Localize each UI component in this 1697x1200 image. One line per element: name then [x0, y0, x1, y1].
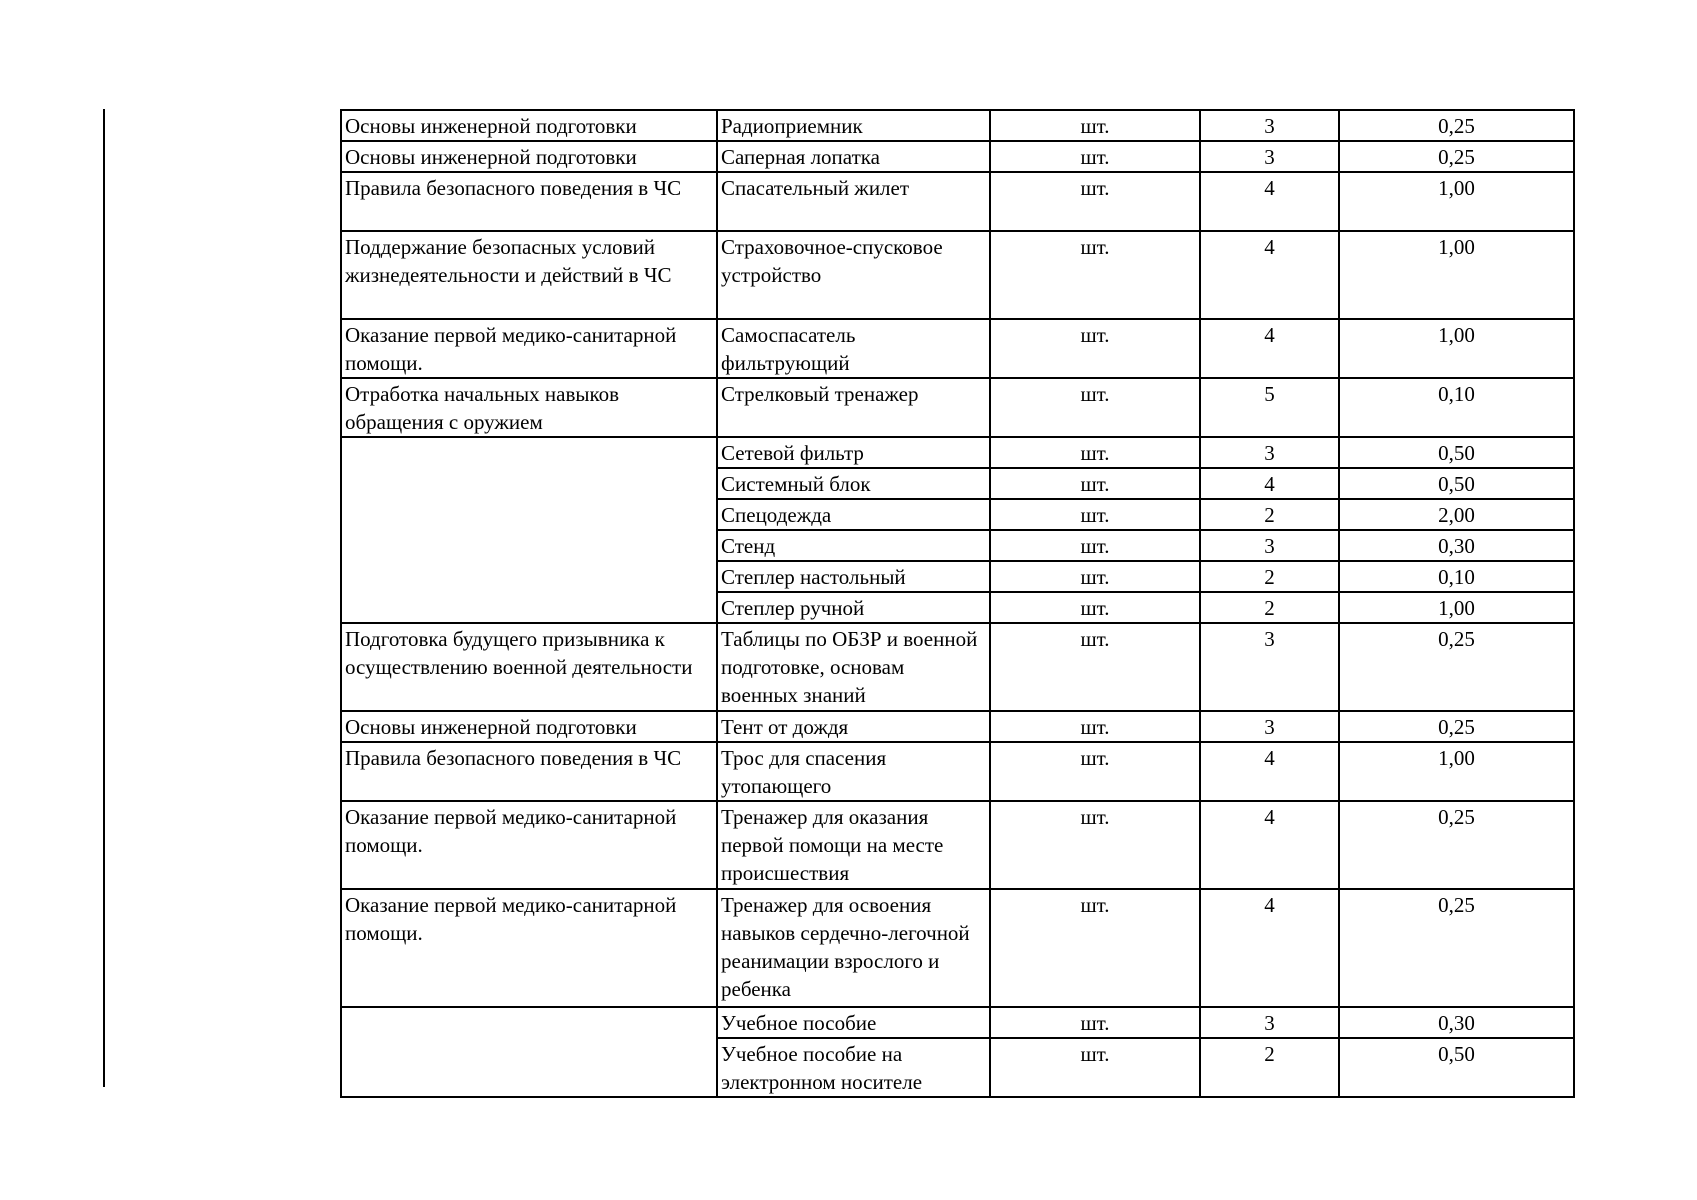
norm-cell: 0,25: [1339, 889, 1574, 1007]
table-row: [341, 437, 1574, 468]
item-cell: Страховочное-спусковое устройство: [717, 231, 990, 319]
norm-cell: 0,50: [1339, 1038, 1574, 1097]
qty-cell: 3: [1200, 623, 1339, 711]
qty-cell: 2: [1200, 499, 1339, 530]
item-cell: Сетевой фильтр: [717, 437, 990, 468]
qty-cell: 2: [1200, 1038, 1339, 1097]
qty-cell: 4: [1200, 742, 1339, 801]
section-cell: Подготовка будущего призывника к осуществлению военной деятельности: [341, 623, 717, 711]
unit-cell: шт.: [990, 141, 1200, 172]
qty-cell: 3: [1200, 110, 1339, 141]
equipment-table: [340, 109, 1575, 1098]
section-cell: Отработка начальных навыков обращения с оружием: [341, 378, 717, 437]
table-row: [341, 711, 1574, 742]
qty-cell: 2: [1200, 561, 1339, 592]
unit-cell: шт.: [990, 561, 1200, 592]
unit-cell: шт.: [990, 499, 1200, 530]
norm-cell: 2,00: [1339, 499, 1574, 530]
norm-cell: 0,25: [1339, 623, 1574, 711]
section-cell: Основы инженерной подготовки: [341, 141, 717, 172]
qty-cell: 3: [1200, 711, 1339, 742]
unit-cell: шт.: [990, 172, 1200, 231]
table-row: [341, 623, 1574, 711]
unit-cell: шт.: [990, 378, 1200, 437]
section-cell: Оказание первой медико-санитарной помощи.: [341, 319, 717, 378]
item-cell: Трос для спасения утопающего: [717, 742, 990, 801]
qty-cell: 3: [1200, 141, 1339, 172]
qty-cell: 4: [1200, 468, 1339, 499]
unit-cell: шт.: [990, 623, 1200, 711]
unit-cell: шт.: [990, 468, 1200, 499]
table-row: [341, 378, 1574, 437]
table-row: [341, 319, 1574, 378]
item-cell: Стенд: [717, 530, 990, 561]
norm-cell: 0,25: [1339, 110, 1574, 141]
norm-cell: 0,25: [1339, 801, 1574, 889]
item-cell: Системный блок: [717, 468, 990, 499]
item-cell: Учебное пособие на электронном носителе: [717, 1038, 990, 1097]
table-row: [341, 110, 1574, 141]
section-cell: Поддержание безопасных условий жизнедеятельности и действий в ЧС: [341, 231, 717, 319]
item-cell: Самоспасатель фильтрующий: [717, 319, 990, 378]
item-cell: Тренажер для оказания первой помощи на месте происшествия: [717, 801, 990, 889]
norm-cell: 0,50: [1339, 468, 1574, 499]
qty-cell: 3: [1200, 1007, 1339, 1038]
unit-cell: шт.: [990, 1007, 1200, 1038]
table-row: [341, 231, 1574, 319]
table-row: [341, 172, 1574, 231]
section-cell: Правила безопасного поведения в ЧС: [341, 742, 717, 801]
norm-cell: 0,25: [1339, 711, 1574, 742]
section-cell: Основы инженерной подготовки: [341, 711, 717, 742]
item-cell: Учебное пособие: [717, 1007, 990, 1038]
section-cell: Правила безопасного поведения в ЧС: [341, 172, 717, 231]
qty-cell: 4: [1200, 319, 1339, 378]
item-cell: Степлер настольный: [717, 561, 990, 592]
unit-cell: шт.: [990, 889, 1200, 1007]
norm-cell: 1,00: [1339, 742, 1574, 801]
item-cell: Саперная лопатка: [717, 141, 990, 172]
item-cell: Спецодежда: [717, 499, 990, 530]
norm-cell: 1,00: [1339, 231, 1574, 319]
table-row: [341, 742, 1574, 801]
unit-cell: шт.: [990, 319, 1200, 378]
qty-cell: 3: [1200, 437, 1339, 468]
unit-cell: шт.: [990, 437, 1200, 468]
unit-cell: шт.: [990, 711, 1200, 742]
item-cell: Тент от дождя: [717, 711, 990, 742]
item-cell: Тренажер для освоения навыков сердечно-легочной реанимации взрослого и ребенка: [717, 889, 990, 1007]
norm-cell: 0,30: [1339, 530, 1574, 561]
section-cell: [341, 1007, 717, 1097]
item-cell: Спасательный жилет: [717, 172, 990, 231]
qty-cell: 5: [1200, 378, 1339, 437]
norm-cell: 0,30: [1339, 1007, 1574, 1038]
table-row: [341, 889, 1574, 1007]
table-row: [341, 801, 1574, 889]
norm-cell: 1,00: [1339, 172, 1574, 231]
unit-cell: шт.: [990, 231, 1200, 319]
qty-cell: 2: [1200, 592, 1339, 623]
section-cell: [341, 437, 717, 623]
norm-cell: 0,50: [1339, 437, 1574, 468]
unit-cell: шт.: [990, 801, 1200, 889]
norm-cell: 0,10: [1339, 561, 1574, 592]
norm-cell: 0,25: [1339, 141, 1574, 172]
qty-cell: 4: [1200, 889, 1339, 1007]
norm-cell: 1,00: [1339, 592, 1574, 623]
qty-cell: 4: [1200, 231, 1339, 319]
norm-cell: 1,00: [1339, 319, 1574, 378]
left-margin-rule: [103, 109, 105, 1087]
norm-cell: 0,10: [1339, 378, 1574, 437]
qty-cell: 4: [1200, 801, 1339, 889]
unit-cell: шт.: [990, 110, 1200, 141]
item-cell: Стрелковый тренажер: [717, 378, 990, 437]
unit-cell: шт.: [990, 592, 1200, 623]
section-cell: Оказание первой медико-санитарной помощи.: [341, 801, 717, 889]
item-cell: Степлер ручной: [717, 592, 990, 623]
unit-cell: шт.: [990, 530, 1200, 561]
table-row: [341, 1007, 1574, 1038]
unit-cell: шт.: [990, 742, 1200, 801]
item-cell: Радиоприемник: [717, 110, 990, 141]
section-cell: Основы инженерной подготовки: [341, 110, 717, 141]
unit-cell: шт.: [990, 1038, 1200, 1097]
qty-cell: 3: [1200, 530, 1339, 561]
table-row: [341, 141, 1574, 172]
qty-cell: 4: [1200, 172, 1339, 231]
item-cell: Таблицы по ОБЗР и военной подготовке, основам военных знаний: [717, 623, 990, 711]
section-cell: Оказание первой медико-санитарной помощи.: [341, 889, 717, 1007]
